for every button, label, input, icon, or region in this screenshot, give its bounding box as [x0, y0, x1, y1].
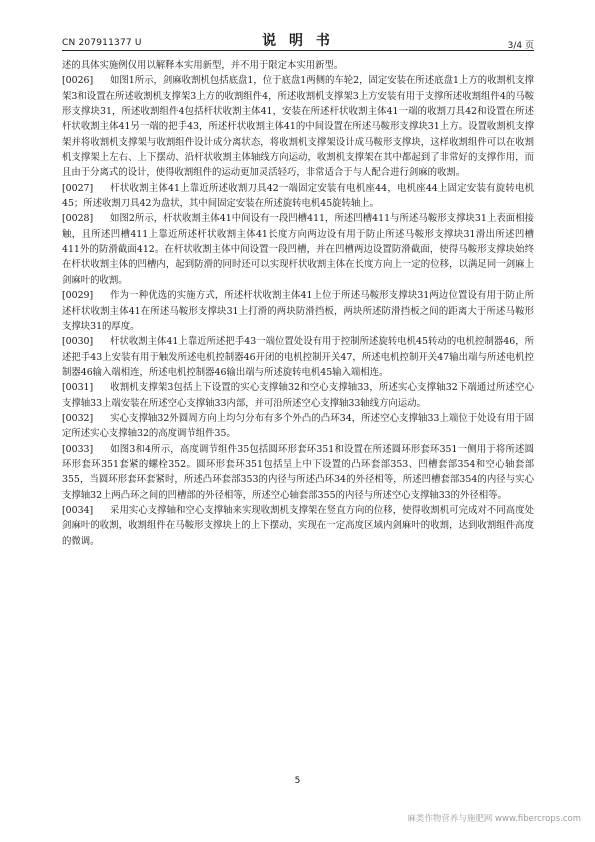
paragraph-number: [0031]: [62, 382, 94, 394]
paragraph-0034: [62, 503, 534, 549]
page-number: 5: [294, 776, 301, 786]
paragraph-0030: [62, 334, 534, 380]
paragraph-0028: [62, 211, 534, 288]
paragraph-0033: [62, 442, 534, 503]
paragraph-text: 采用实心支撑轴和空心支撑轴来实现收割机支撑架在竖直方向的位移，使得收割机可完成对不同高度处剑麻叶的收割，收割组件在马鞍形支撑块上的上下摆动，实现在一定高度区域内剑麻叶的收割，达到收割组件高度的微调。: [62, 504, 534, 547]
paragraph-number: [0027]: [62, 182, 94, 194]
paragraph-0032: [62, 411, 534, 442]
paragraph-number: [0026]: [62, 75, 94, 87]
paragraph-text: 作为一种优选的实施方式，所述杆状收割主体41上位于所述马鞍形支撑块31两边位置设有用于防止所述杆状收割主体41在所述马鞍形支撑块31上打滑的两块防滑挡板，两块所述防滑挡板之间的距离大于所述马鞍形支撑块31的厚度。: [62, 290, 534, 332]
paragraph-text: 杆状收割主体41上靠近所述收割刀具42一端固定安装有电机座44，电机座44上固定安装有旋转电机45；所述收割刀具42为盘状，其中间固定安装在所述旋转电机45旋转轴上。: [62, 182, 534, 210]
paragraph-number: [0034]: [62, 504, 94, 516]
paragraph-number: [0029]: [62, 290, 94, 302]
paragraph-0027: [62, 181, 534, 212]
paragraph-number: [0032]: [62, 412, 94, 424]
intro-text: 述的具体实施例仅用以解释本实用新型，并不用于限定本实用新型。: [62, 60, 344, 71]
publication-number: CN 207911377 U: [62, 38, 142, 48]
paragraph-0029: [62, 288, 534, 334]
paragraph-text: 如图1所示，剑麻收割机包括底盘1，位于底盘1两侧的车轮2，固定安装在所述底盘1上方的收割机支撑架3和设置在所述收割机支撑架3上方的收割组件4，所述收割机支撑架3上方安装有用于支撑所述收割组件4的马鞍形支撑块31，所述收割组件4包括杆状收割主体41，安装在所述杆状收割主体41一端的收割刀具42和设置在所述杆状收割主体41另一端的把手43，所述杆状收割主体41的中间设置在所述马鞍形支撑块31上方。设置收割机支撑架并将收割机支撑架与收割组件设计成分离状态，将收割机支撑架设计成马鞍形支撑块，这样收割组件可以在收割机支撑架上左右、上下摆动、沿杆状收割主体轴线方向运动，收割机支撑架在其中都起到了非常好的支撑作用，而且由于分离式的设计，使得收割组件的运动更加灵活轻巧，非常适合于与人配合进行剑麻的收割。: [62, 75, 534, 179]
page-indicator: 3/4 页: [507, 41, 534, 51]
paragraph-text: 如图2所示，杆状收割主体41中间设有一段凹槽411，所述凹槽411与所述马鞍形支撑块31上表面相接触，且所述凹槽411上靠近所述杆状收割主体41长度方向两边设有用于防止所述马鞍形支撑块31滑出所述凹槽411外的防滑截面412。在杆状收割主体中间设置一段凹槽，并在凹槽两边设置防滑截面，使得马鞍形支撑块始终在杆状收割主体的凹槽内，起到防滑的同时还可以实现杆状收割主体在长度方向上一定的位移，以满足同一剑麻上剑麻叶的收割。: [62, 213, 534, 286]
paragraph-text: 杆状收割主体41上靠近所述把手43一端位置处设有用于控制所述旋转电机45转动的电机控制器46，所述把手43上安装有用于触发所述电机控制器46开闭的电机控制开关47，所述电机控制开关47输出端与所述电机控制器46输入端相连，所述电机控制器46输出端与所述旋转电机45输入端相连。: [62, 336, 534, 378]
site-watermark: 麻类作物营养与施肥网 www.fibercrops.com: [407, 814, 581, 824]
paragraph-0031: [62, 380, 534, 411]
paragraph-number: [0033]: [62, 443, 94, 455]
paragraph-text: 如图3和4所示，高度调节组件35包括圆环形套环351和设置在所述圆环形套环351一侧用于将所述圆环形套环351套紧的螺栓352。圆环形套环351包括呈上中下设置的凸环套部353、凹槽套部354和空心轴套部355，当圆环形套环套紧时，所述凸环套部353的内径与所述凸环34的外径相等，所述凹槽套部354的内径与实心支撑轴32上两凸环之间的凹槽部的外径相等，所述空心轴套部355的内径与所述空心支撑轴33的外径相等。: [62, 443, 534, 501]
paragraph-0026: [62, 73, 534, 180]
paragraph-text: 收割机支撑架3包括上下设置的实心支撑轴32和空心支撑轴33，所述实心支撑轴32下端通过所述空心支撑轴33上端安装在所述空心支撑轴33内部，并可沿所述空心支撑轴33轴线方向运动。: [62, 382, 534, 409]
document-title: 说 明 书: [262, 33, 334, 49]
paragraph-number: [0030]: [62, 336, 94, 348]
page-header: [62, 28, 534, 51]
document-body: [62, 58, 534, 549]
paragraph-number: [0028]: [62, 213, 94, 225]
paragraph-text: 实心支撑轴32外圆周方向上均匀分布有多个外凸的凸环34，所述空心支撑轴33上端位于处设有用于固定所述实心支撑轴32的高度调节组件35。: [62, 412, 534, 440]
